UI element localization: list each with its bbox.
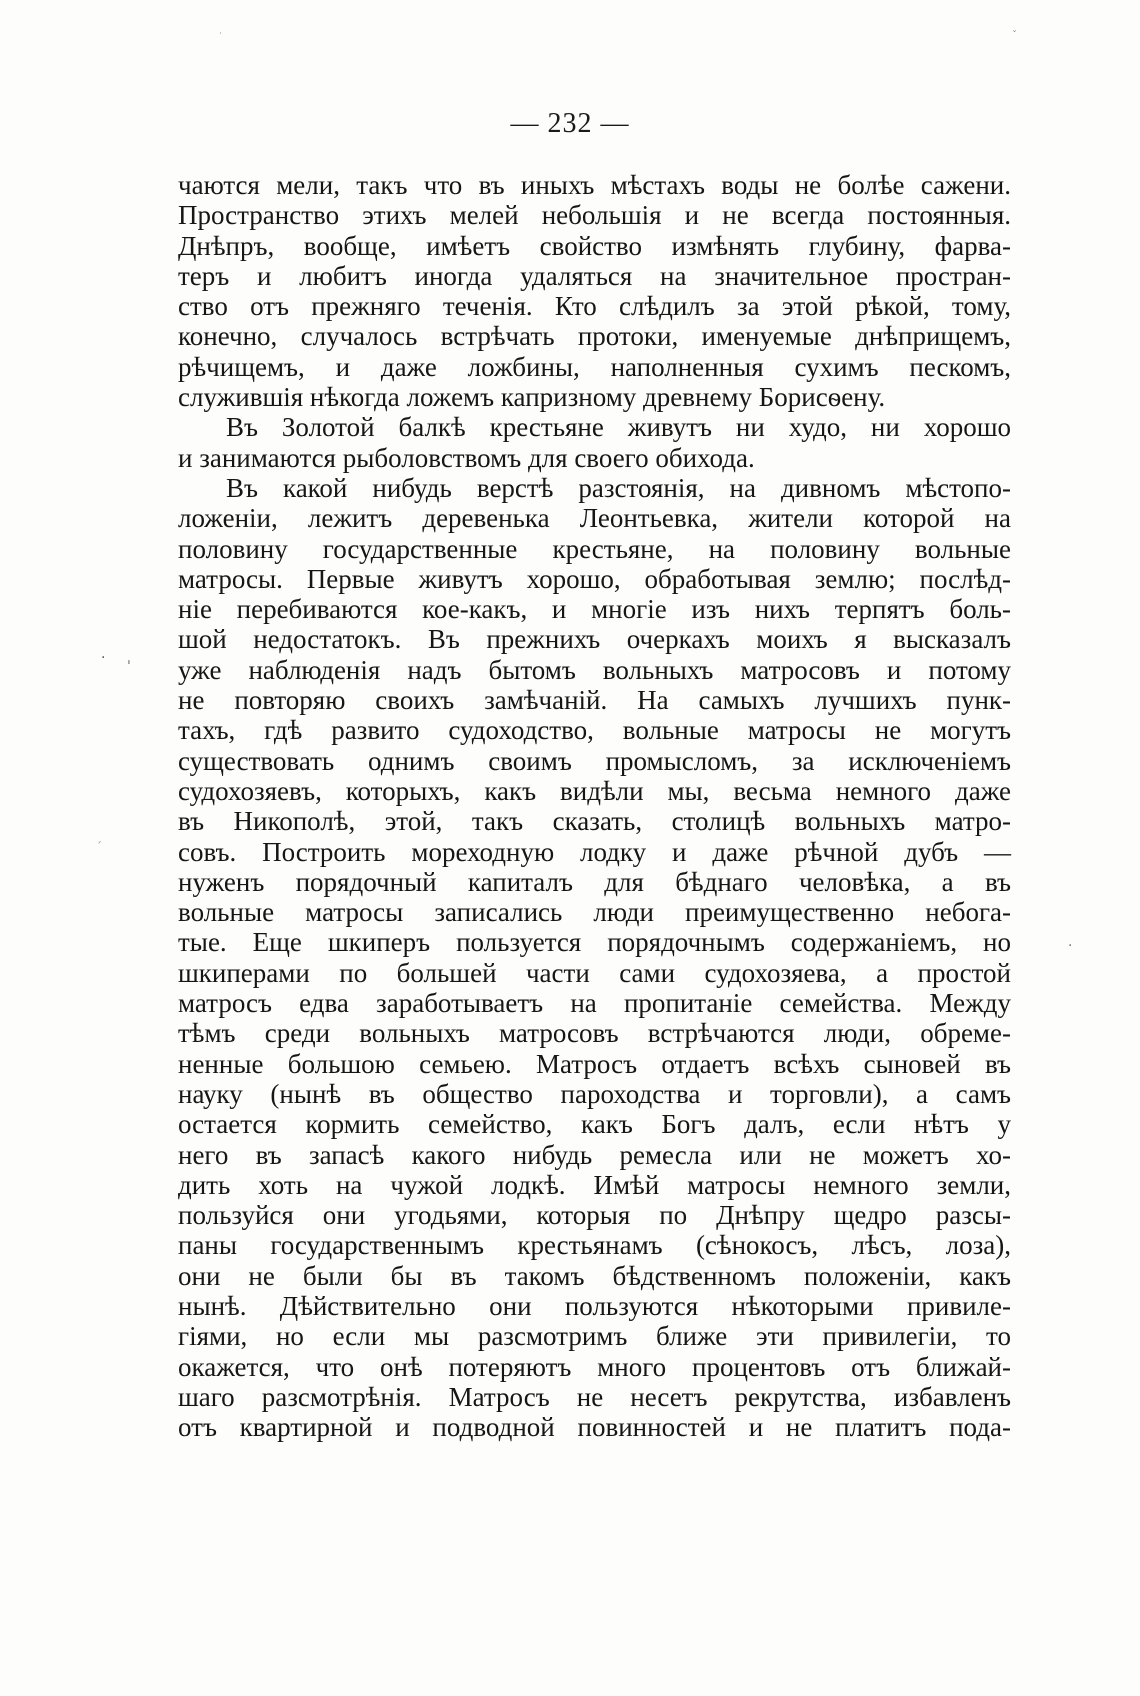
text-line: существовать однимъ своимъ промысломъ, за исключеніемъ: [178, 745, 1011, 776]
text-line: ніе перебиваются кое-какъ, и многіе изъ нихъ терпятъ боль-: [178, 594, 1011, 625]
text-line: ненные большою семьею. Матросъ отдаетъ всѣхъ сыновей въ: [178, 1048, 1011, 1079]
text-line: пользуйся они угодьями, которыя по Днѣпру щедро разсы-: [178, 1200, 1011, 1231]
text-line: тѣмъ среди вольныхъ матросовъ встрѣчаются люди, обреме-: [178, 1018, 1011, 1049]
text-line: не повторяю своихъ замѣчаній. На самыхъ лучшихъ пунк-: [178, 685, 1011, 716]
text-line: шкиперами по большей части сами судохозяева, а простой: [178, 957, 1011, 988]
text-line: вольные матросы записались люди преимущественно небога-: [178, 897, 1011, 928]
text-line: нуженъ порядочный капиталъ для бѣднаго человѣка, а въ: [178, 866, 1011, 897]
text-line: уже наблюденія надъ бытомъ вольныхъ матросовъ и потому: [178, 654, 1011, 685]
text-line: ложеніи, лежитъ деревенька Леонтьевка, жители которой на: [178, 503, 1011, 534]
text-line: науку (нынѣ въ общество пароходства и торговли), а самъ: [178, 1078, 1011, 1109]
text-line: дить хоть на чужой лодкѣ. Имѣй матросы немного земли,: [178, 1169, 1011, 1200]
text-line: окажется, что онѣ потеряютъ много процентовъ отъ ближай-: [178, 1351, 1011, 1382]
paragraph-first-line: Въ Золотой балкѣ крестьяне живутъ ни худо, ни хорошо: [226, 412, 1011, 443]
text-line: ство отъ прежняго теченія. Кто слѣдилъ за этой рѣкой, тому,: [178, 291, 1011, 322]
text-line: чаются мели, такъ что въ иныхъ мѣстахъ воды не болѣе сажени.: [178, 170, 1011, 200]
speck-mark: ·: [1068, 938, 1073, 954]
text-line: шаго разсмотрѣнія. Матросъ не несетъ рекрутства, избавленъ: [178, 1381, 1011, 1412]
text-line: паны государственнымъ крестьянамъ (сѣнокосъ, лѣсъ, лоза),: [178, 1230, 1011, 1261]
text-line: теръ и любитъ иногда удаляться на значительное простран-: [178, 260, 1011, 291]
text-line: отъ квартирной и подводной повинностей и не платитъ пода-: [178, 1412, 1011, 1443]
text-line: матросъ едва заработываетъ на пропитаніе семейства. Между: [178, 988, 1011, 1019]
text-line: нынѣ. Дѣйствительно они пользуются нѣкоторыми привиле-: [178, 1290, 1011, 1321]
text-line: Днѣпръ, вообще, имѣетъ свойство измѣнять глубину, фарва-: [178, 230, 1011, 261]
speck-mark: ˇ: [1012, 30, 1017, 41]
text-line: Пространство этихъ мелей небольшія и не всегда постоянныя.: [178, 200, 1011, 231]
text-line: совъ. Построить мореходную лодку и даже рѣчной дубъ —: [178, 836, 1011, 867]
text-line: они не были бы въ такомъ бѣдственномъ положеніи, какъ: [178, 1260, 1011, 1291]
speck-mark: ˊ: [96, 840, 102, 854]
text-line: и занимаются рыболовствомъ для своего обихода.: [178, 442, 755, 473]
text-line: остается кормить семейство, какъ Богъ далъ, если нѣтъ у: [178, 1109, 1011, 1140]
text-line: гіями, но если мы разсмотримъ ближе эти привилегіи, то: [178, 1321, 1011, 1352]
paragraph-first-line: Въ какой нибудь верстѣ разстоянія, на дивномъ мѣстопо-: [226, 472, 1011, 503]
text-line: шой недостатокъ. Въ прежнихъ очеркахъ моихъ я высказалъ: [178, 624, 1011, 655]
text-line: матросы. Первые живутъ хорошо, обработывая землю; послѣд-: [178, 563, 1011, 594]
page-number: — 232 —: [510, 108, 630, 139]
text-line: рѣчищемъ, и даже ложбины, наполненныя сухимъ пескомъ,: [178, 351, 1011, 382]
margin-dot-mark: ·: [101, 650, 106, 666]
text-line: судохозяевъ, которыхъ, какъ видѣли мы, весьма немного даже: [178, 775, 1011, 806]
text-line: въ Никополѣ, этой, такъ сказать, столицѣ вольныхъ матро-: [178, 806, 1011, 837]
text-line: тахъ, гдѣ развито судоходство, вольные матросы не могутъ: [178, 715, 1011, 746]
text-line: него въ запасѣ какого нибудь ремесла или не можетъ хо-: [178, 1139, 1011, 1170]
margin-dot-mark: ˌ: [127, 650, 131, 666]
text-line: конечно, случалось встрѣчать протоки, именуемые днѣприщемъ,: [178, 321, 1011, 352]
body-text: [178, 170, 1011, 1442]
text-line: половину государственные крестьяне, на половину вольные: [178, 533, 1011, 564]
speck-mark: ˙: [218, 32, 223, 43]
text-line: служившія нѣкогда ложемъ капризному древнему Борисѳену.: [178, 382, 886, 413]
text-line: тые. Еще шкиперъ пользуется порядочнымъ содержаніемъ, но: [178, 927, 1011, 958]
